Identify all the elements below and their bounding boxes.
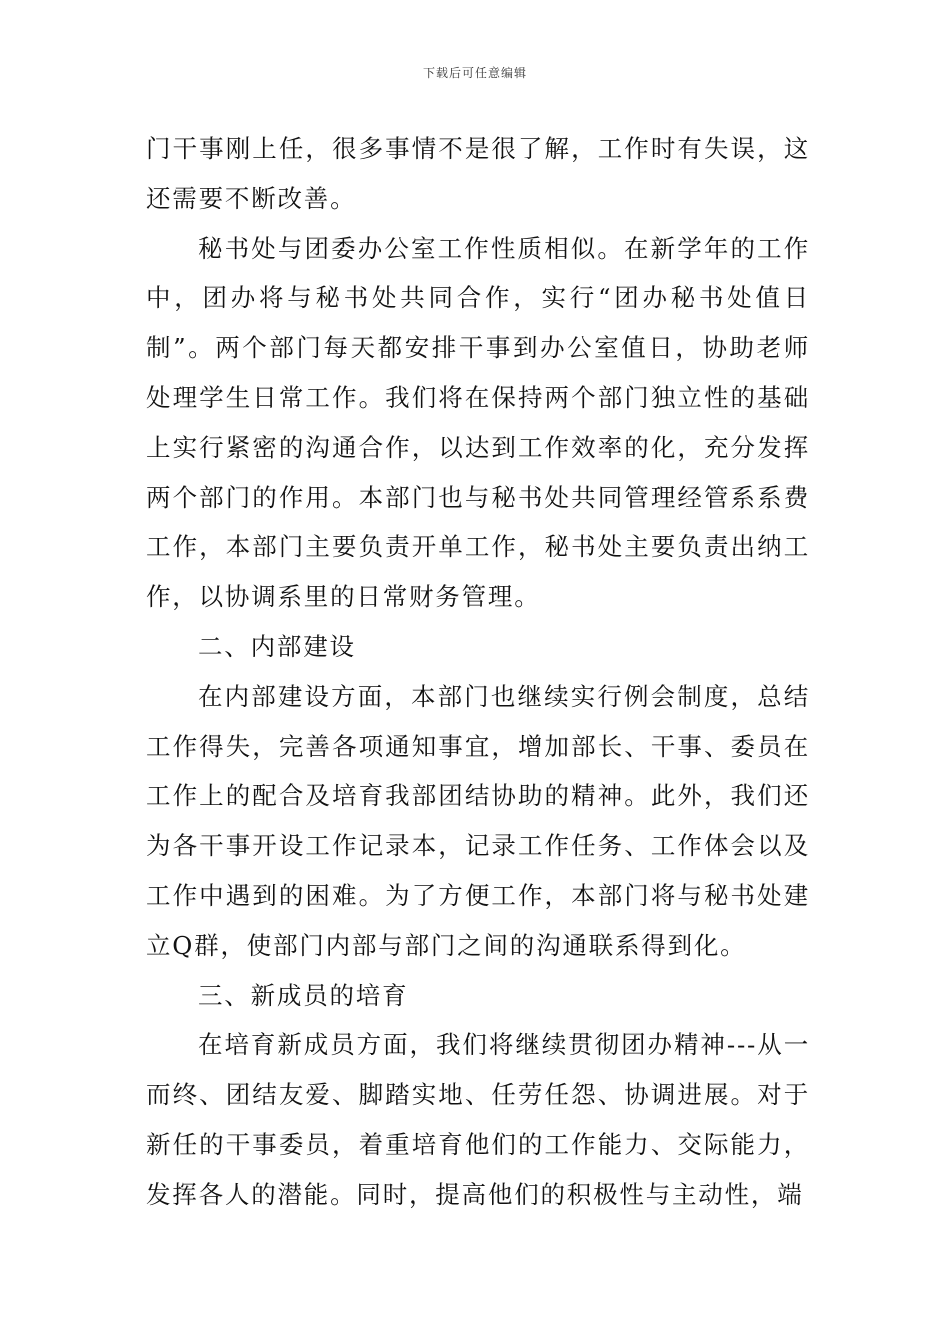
section-heading-internal-construction: 二、内部建设: [198, 631, 356, 661]
paragraph-new-member-training: 在培育新成员方面，我们将继续贯彻团办精神---从一而终、团结友爱、脚踏实地、任劳任怨、协调进展。对于新任的干事委员，着重培育他们的工作能力、交际能力，发挥各人的潜能。同时，提高他们的积极性与主动性，端: [146, 1030, 810, 1209]
page-header: 下载后可任意编辑: [422, 66, 527, 80]
document-body: [146, 124, 810, 1220]
paragraph-secretariat-cooperation: 秘书处与团委办公室工作性质相似。在新学年的工作中，团办将与秘书处共同合作，实行“团办秘书处值日制”。两个部门每天都安排干事到办公室值日，协助老师处理学生日常工作。我们将在保持两个部门独立性的基础上实行紧密的沟通合作，以达到工作效率的化，充分发挥两个部门的作用。本部门也与秘书处共同管理经管系系费工作，本部门主要负责开单工作，秘书处主要负责出纳工作，以协调系里的日常财务管理。: [146, 233, 810, 612]
section-heading-new-member-training: 三、新成员的培育: [198, 980, 409, 1010]
paragraph-internal-construction: 在内部建设方面，本部门也继续实行例会制度，总结工作得失，完善各项通知事宜，增加部长、干事、委员在工作上的配合及培育我部团结协助的精神。此外，我们还为各干事开设工作记录本，记录工作任务、工作体会以及工作中遇到的困难。为了方便工作，本部门将与秘书处建立Q群，使部门内部与部门之间的沟通联系得到化。: [146, 681, 810, 960]
paragraph-continuation: 门干事刚上任，很多事情不是很了解，工作时有失误，这还需要不断改善。: [146, 134, 810, 213]
